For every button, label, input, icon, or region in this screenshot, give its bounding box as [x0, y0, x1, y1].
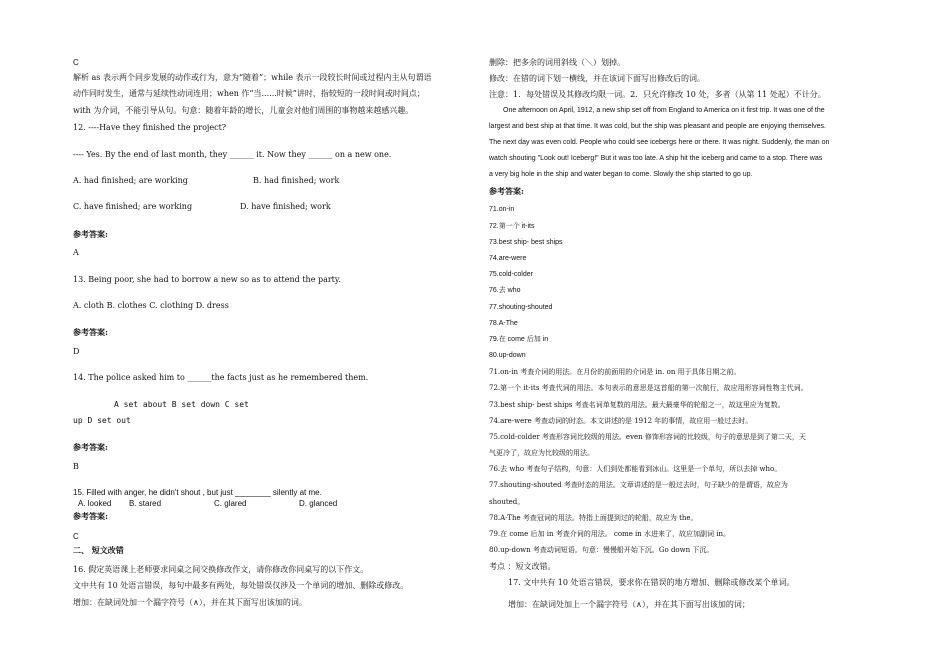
question-15-option-b: B. stared — [129, 499, 162, 508]
question-13: 13. Being poor, she had to borrow a new so as to attend the party. — [73, 275, 341, 284]
answer-71: 71.on-in — [489, 206, 515, 213]
question-14: 14. The police asked him to ______the facts just as he remembered them. — [73, 373, 369, 382]
explanation-75-line-2: 气更冷了，故应为比较级的用法。 — [489, 449, 594, 457]
question-16: 16. 假定英语课上老师要求同桌之间交换修改作文，请你修改你同桌写的以下作文。 — [73, 565, 369, 574]
analysis-line-2: 动作同时发生，通常与延续性动词连用；when 作“当......时候”讲时，指较短的一段时间或时间点； — [73, 89, 425, 98]
question-15: 15. Filled with anger, he didn't shout , but just ________ silently at me. — [73, 488, 322, 497]
analysis-line-3: with 为介词，不能引导从句。句意：随着年龄的增长，儿童会对他们周围的事物越来越感兴趣。 — [73, 106, 414, 115]
explanation-74: 74.are-were 考查动词的时态。本文讲述的是 1912 年的事情，故应用一般过去时。 — [489, 417, 753, 425]
explanation-78: 78.A-The 考查冠词的用法。特指上面提到过的轮船，故应为 the。 — [489, 514, 698, 522]
question-13-options: A. cloth B. clothes C. clothing D. dress — [73, 301, 229, 310]
question-14-options-2: up D set out — [73, 416, 131, 425]
passage-line-4: watch shouting "Look out! Iceberg!" But it was too late. A ship hit the iceberg and came to a stop. There was — [489, 155, 823, 162]
explanation-76: 76.去 who 考查句子结构，句意：人们到处都能看到冰山。这里是一个单句，所以去掉 who。 — [489, 465, 782, 473]
question-16-rule-2: 增加：在缺词处加一个漏字符号（∧），并在其下面写出该加的词。 — [73, 598, 307, 607]
explanation-71: 71.on-in 考查介词的用法。在月份的前面用的介词是 in. on 用于具体日期之前。 — [489, 368, 741, 376]
explanation-79: 79.在 come 后加 in 考查介词的用法。 come in 水进来了，故应加副词 in。 — [489, 530, 731, 538]
answer-15: C — [73, 532, 79, 541]
question-17-add-rule: 增加：在缺词处加上一个漏字符号（∧），并在其下面写出该加的词； — [508, 600, 750, 609]
analysis-line-1: 解析 as 表示两个同步发展的动作或行为，意为“随着”；while 表示一段较长时间或过程内主从句谓语 — [73, 73, 432, 82]
question-17: 17. 文中共有 10 处语言错误，要求你在错误的地方增加、删除或修改某个单词。 — [508, 578, 795, 587]
explanation-80: 80.up-down 考查动词短语。句意：慢慢船开始下沉。Go down 下沉。 — [489, 546, 714, 554]
rule-delete: 删除：把多余的词用斜线（＼）划掉。 — [489, 58, 625, 67]
question-12-option-a: A. had finished; are working — [73, 176, 188, 185]
answer-label-14: 参考答案: — [73, 442, 108, 452]
answer-12: A — [73, 248, 79, 257]
answer-80: 80.up-down — [489, 352, 526, 359]
question-15-option-a: A. looked — [78, 499, 112, 508]
answer-76: 76.去 who — [489, 287, 521, 294]
question-12-option-c: C. have finished; are working — [73, 202, 193, 211]
answer-78: 78.A-The — [489, 320, 518, 327]
question-12-stem: ---- Yes. By the end of last month, they ______ it. Now they ______ on a new one. — [73, 150, 392, 159]
previous-answer: C — [73, 58, 79, 67]
answer-73: 73.best ship- best ships — [489, 239, 563, 246]
question-16-rule-1: 文中共有 10 处语言错误，每句中最多有两处，每处错误仅涉及一个单词的增加、删除或修改。 — [73, 581, 409, 590]
section-heading: 二、 短文改错 — [73, 545, 124, 555]
answer-label-15: 参考答案: — [73, 511, 108, 521]
answer-77: 77.shouting-shouted — [489, 304, 553, 311]
answer-14: B — [73, 462, 79, 471]
question-14-options-1: A set about B set down C set — [114, 400, 249, 409]
question-15-option-d: D. glanced — [299, 499, 338, 508]
answer-label: 参考答案: — [489, 186, 524, 196]
passage-line-1: One afternoon on April, 1912, a new ship set off from England to America on it first trip. It was one of the — [503, 107, 825, 114]
question-12-option-d: D. have finished; work — [240, 202, 331, 211]
passage-line-5: a very big hole in the ship and water began to come. Slowly the ship started to go up. — [489, 171, 753, 178]
explanation-77-line-2: shouted。 — [489, 498, 525, 506]
answer-72: 72.第一个 it-its — [489, 223, 535, 230]
rule-modify: 修改：在错的词下划一横线，并在该词下面写出修改后的词。 — [489, 74, 705, 83]
answer-13: D — [73, 347, 80, 356]
question-15-option-c: C. glared — [214, 499, 247, 508]
answer-label-12: 参考答案: — [73, 229, 108, 239]
explanation-77-line-1: 77.shouting-shouted 考查时态的用法。文章讲述的是一般过去时，句子缺少的是谓语，故应为 — [489, 481, 788, 489]
answer-75: 75.cold-colder — [489, 271, 533, 278]
question-12: 12. ----Have they finished the project? — [73, 123, 227, 132]
rule-note: 注意：1．每处错误及其修改均限一词。2．只允许修改 10 处，多者（从第 11 处起）不计分。 — [489, 90, 826, 99]
question-12-option-b: B. had finished; work — [253, 176, 340, 185]
explanation-72: 72.第一个 it-its 考查代词的用法。本句表示的意思是这首船的第一次航行，故应用形容词性物主代词。 — [489, 384, 808, 392]
explanation-73: 73.best ship- best ships 考查名词单复数的用法。最大最豪华的轮船之一，故这里应为复数。 — [489, 401, 785, 409]
kaodian: 考点 ：短文改错。 — [489, 562, 556, 571]
answer-74: 74.are-were — [489, 255, 527, 262]
answer-79: 79.在 come 后加 in — [489, 336, 549, 343]
answer-label-13: 参考答案: — [73, 327, 108, 337]
explanation-75-line-1: 75.cold-colder 考查形容词比较级的用法。even 修饰形容词的比较级，句子的意思是到了第二天，天 — [489, 433, 806, 441]
passage-line-2: largest and best ship at that time. It was cold, but the ship was pleasant and people are enjoying themselves. — [489, 123, 826, 130]
passage-line-3: The next day was even cold. People who could see icebergs here or there. It was night. Suddenly, the man on — [489, 139, 830, 146]
